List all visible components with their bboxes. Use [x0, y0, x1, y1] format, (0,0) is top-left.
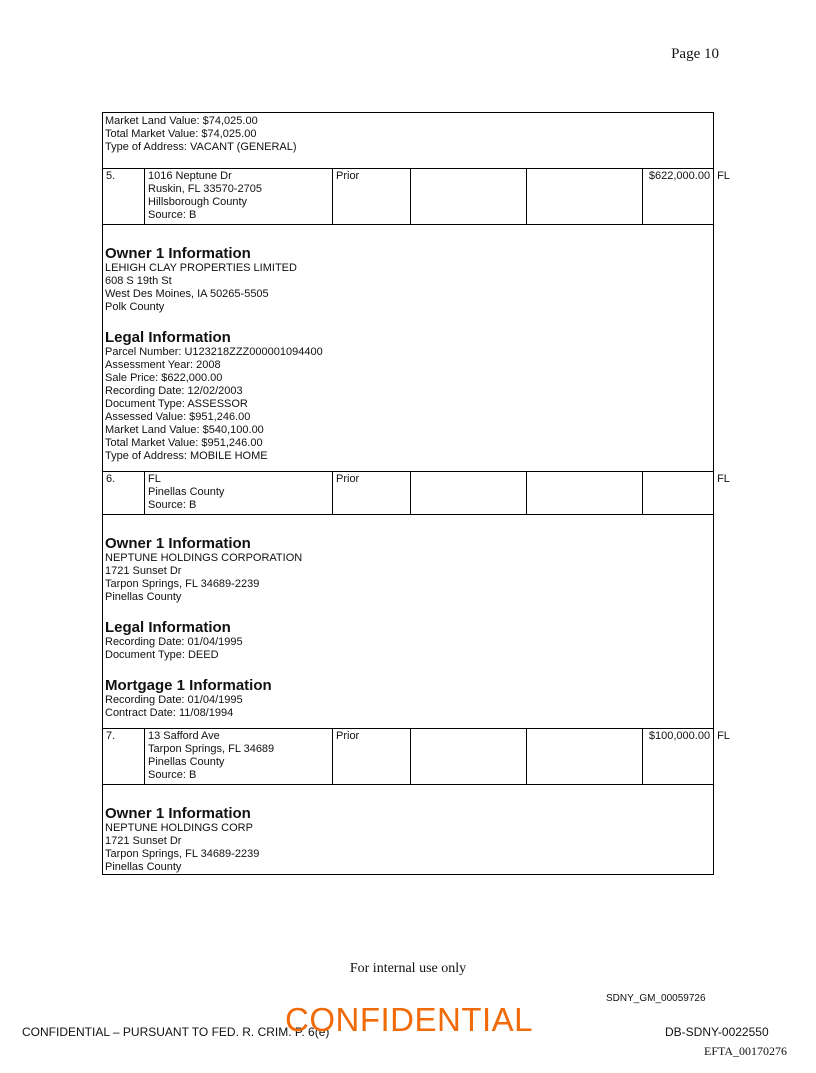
section-line: 1721 Sunset Dr	[105, 565, 182, 577]
property-summary-row: 7. 13 Safford Ave Tarpon Springs, FL 34689 Pinellas County Source: B Prior $100,000.00 FL	[103, 729, 714, 785]
section-title: Owner 1 Information	[105, 535, 251, 552]
section-title: Owner 1 Information	[105, 805, 251, 822]
section-title: Legal Information	[105, 329, 231, 346]
section-line: Document Type: DEED	[105, 649, 219, 661]
section-line: Market Land Value: $540,100.00	[105, 424, 264, 436]
address-line: Tarpon Springs, FL 34689	[148, 743, 275, 755]
section-line: LEHIGH CLAY PROPERTIES LIMITED	[105, 262, 297, 274]
section-line: Document Type: ASSESSOR	[105, 398, 248, 410]
property-table	[102, 112, 730, 875]
section-line: NEPTUNE HOLDINGS CORP	[105, 822, 253, 834]
property-detail-row	[103, 515, 714, 729]
property-detail-row	[103, 785, 714, 875]
detail-spacer	[105, 227, 711, 245]
property-number: 7.	[103, 729, 145, 785]
property-number: 6.	[103, 472, 145, 515]
section-line: 1721 Sunset Dr	[105, 835, 182, 847]
page-number: Page 10	[671, 46, 719, 62]
continuation-line: Type of Address: VACANT (GENERAL)	[105, 141, 297, 153]
section-line: Pinellas County	[105, 861, 182, 873]
section-line: Tarpon Springs, FL 34689-2239	[105, 848, 260, 860]
property-price	[643, 472, 714, 515]
continuation-line: Market Land Value: $74,025.00	[105, 115, 258, 127]
efta-number: EFTA_00170276	[704, 1044, 788, 1058]
property-address	[145, 729, 333, 785]
section-line: Recording Date: 01/04/1995	[105, 694, 243, 706]
address-line: FL	[148, 473, 161, 485]
address-line: Source: B	[148, 769, 197, 781]
section-line: NEPTUNE HOLDINGS CORPORATION	[105, 552, 303, 564]
section-line: Tarpon Springs, FL 34689-2239	[105, 578, 260, 590]
detail-spacer	[105, 517, 711, 535]
detail-spacer	[105, 787, 711, 805]
property-status: Prior	[333, 472, 411, 515]
property-column-5	[527, 729, 643, 785]
property-summary-row: 5. 1016 Neptune Dr Ruskin, FL 33570-2705 Hillsborough County Source: B Prior $622,000.00 FL	[103, 169, 714, 225]
section-line: Type of Address: MOBILE HOME	[105, 450, 268, 462]
section-line: West Des Moines, IA 50265-5505	[105, 288, 269, 300]
section-line: Assessed Value: $951,246.00	[105, 411, 251, 423]
bates-number-sdny: SDNY_GM_00059726	[606, 993, 706, 1004]
property-column-5	[527, 472, 643, 515]
address-line: 13 Safford Ave	[148, 730, 220, 742]
continuation-row	[103, 113, 714, 169]
section-line: Total Market Value: $951,246.00	[105, 437, 263, 449]
section-title: Legal Information	[105, 619, 231, 636]
confidential-notice: CONFIDENTIAL – PURSUANT TO FED. R. CRIM. P. 6(e)	[22, 1025, 330, 1039]
section-title: Mortgage 1 Information	[105, 677, 272, 694]
internal-use-notice: For internal use only	[349, 961, 467, 976]
confidential-stamp: CONFIDENTIAL	[285, 1001, 534, 1038]
section-line: Polk County	[105, 301, 165, 313]
property-address	[145, 169, 333, 225]
section-line: Recording Date: 01/04/1995	[105, 636, 243, 648]
section-line: Parcel Number: U123218ZZZ000001094400	[105, 346, 323, 358]
property-price: $622,000.00	[643, 169, 714, 225]
address-line: Ruskin, FL 33570-2705	[148, 183, 262, 195]
property-status: Prior	[333, 729, 411, 785]
address-line: 1016 Neptune Dr	[148, 170, 232, 182]
continuation-line: Total Market Value: $74,025.00	[105, 128, 257, 140]
address-line: Pinellas County	[148, 756, 225, 768]
property-price: $100,000.00	[643, 729, 714, 785]
section-line: Recording Date: 12/02/2003	[105, 385, 243, 397]
section-line: 608 S 19th St	[105, 275, 172, 287]
property-number: 5.	[103, 169, 145, 225]
property-column-4	[411, 169, 527, 225]
address-line: Pinellas County	[148, 486, 225, 498]
property-summary-row: 6. FL Pinellas County Source: B Prior FL	[103, 472, 714, 515]
address-line: Source: B	[148, 499, 197, 511]
property-column-4	[411, 472, 527, 515]
section-line: Sale Price: $622,000.00	[105, 372, 223, 384]
section-line: Pinellas County	[105, 591, 182, 603]
bates-number-db: DB-SDNY-0022550	[665, 1025, 769, 1039]
address-line: Source: B	[148, 209, 197, 221]
section-line: Contract Date: 11/08/1994	[105, 707, 234, 719]
section-line: Assessment Year: 2008	[105, 359, 221, 371]
section-title: Owner 1 Information	[105, 245, 251, 262]
property-column-5	[527, 169, 643, 225]
address-line: Hillsborough County	[148, 196, 248, 208]
property-address	[145, 472, 333, 515]
property-column-4	[411, 729, 527, 785]
property-status: Prior	[333, 169, 411, 225]
property-detail-row	[103, 225, 714, 472]
